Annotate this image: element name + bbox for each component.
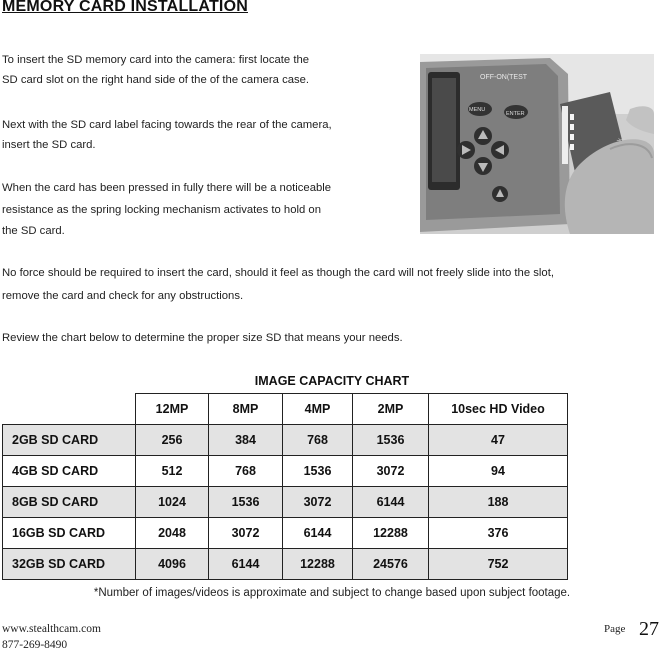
row-label: 16GB SD CARD [3,518,136,549]
instruction-line: When the card has been pressed in fully there will be a noticeable [2,182,332,194]
menu-button-label: MENU [469,107,486,113]
row-label: 2GB SD CARD [3,425,136,456]
column-header: 12MP [136,394,209,425]
page-label: Page [604,623,626,635]
instruction-line: remove the card and check for any obstructions. [2,290,244,302]
table-cell: 188 [429,487,568,518]
sd-card-insertion-photo [420,54,654,234]
column-header: 4MP [283,394,353,425]
table-header-row [3,394,568,425]
table-cell: 512 [136,456,209,487]
capacity-footnote: *Number of images/videos is approximate and subject to change based upon subject footage. [93,587,571,599]
table-row [3,456,568,487]
footer-phone: 877-269-8490 [2,639,68,651]
page-number: 27 [639,618,659,640]
table-row [3,487,568,518]
table-cell: 752 [429,549,568,580]
table-cell: 1536 [209,487,283,518]
table-cell: 47 [429,425,568,456]
row-label: 8GB SD CARD [3,487,136,518]
table-cell: 384 [209,425,283,456]
enter-button-label: ENTER [506,111,525,117]
table-corner-cell [3,394,136,425]
table-cell: 2048 [136,518,209,549]
table-cell: 1024 [136,487,209,518]
camera-switch-label: OFF-ON(TEST [480,74,528,81]
instruction-line: insert the SD card. [2,139,96,151]
table-cell: 12288 [283,549,353,580]
table-cell: 1536 [283,456,353,487]
capacity-chart-title: IMAGE CAPACITY CHART [254,374,410,388]
table-row [3,425,568,456]
table-cell: 256 [136,425,209,456]
instruction-line: To insert the SD memory card into the camera: first locate the [2,54,310,66]
row-label: 32GB SD CARD [3,549,136,580]
instruction-line: Next with the SD card label facing towards the rear of the camera, [2,119,332,131]
camera-photo-illustration [420,54,654,234]
column-header: 2MP [353,394,429,425]
instruction-line: SD card slot on the right hand side of the of the camera case. [2,74,310,86]
instruction-line: the SD card. [2,225,65,237]
table-cell: 6144 [353,487,429,518]
table-cell: 6144 [209,549,283,580]
table-cell: 376 [429,518,568,549]
table-cell: 24576 [353,549,429,580]
table-cell: 768 [209,456,283,487]
instruction-line: Review the chart below to determine the proper size SD that means your needs. [2,332,403,344]
image-capacity-table [2,393,568,580]
table-cell: 3072 [209,518,283,549]
row-label: 4GB SD CARD [3,456,136,487]
column-header: 8MP [209,394,283,425]
table-cell: 4096 [136,549,209,580]
table-row [3,518,568,549]
page-title: MEMORY CARD INSTALLATION [2,0,248,15]
table-row [3,549,568,580]
table-cell: 1536 [353,425,429,456]
table-cell: 12288 [353,518,429,549]
column-header: 10sec HD Video [429,394,568,425]
table-cell: 768 [283,425,353,456]
table-cell: 94 [429,456,568,487]
table-cell: 6144 [283,518,353,549]
footer-website: www.stealthcam.com [2,623,101,635]
table-cell: 3072 [353,456,429,487]
instruction-line: resistance as the spring locking mechanism activates to hold on [2,204,321,216]
table-cell: 3072 [283,487,353,518]
instruction-line: No force should be required to insert the card, should it feel as though the card will not freely slide into the slot, [2,267,554,279]
